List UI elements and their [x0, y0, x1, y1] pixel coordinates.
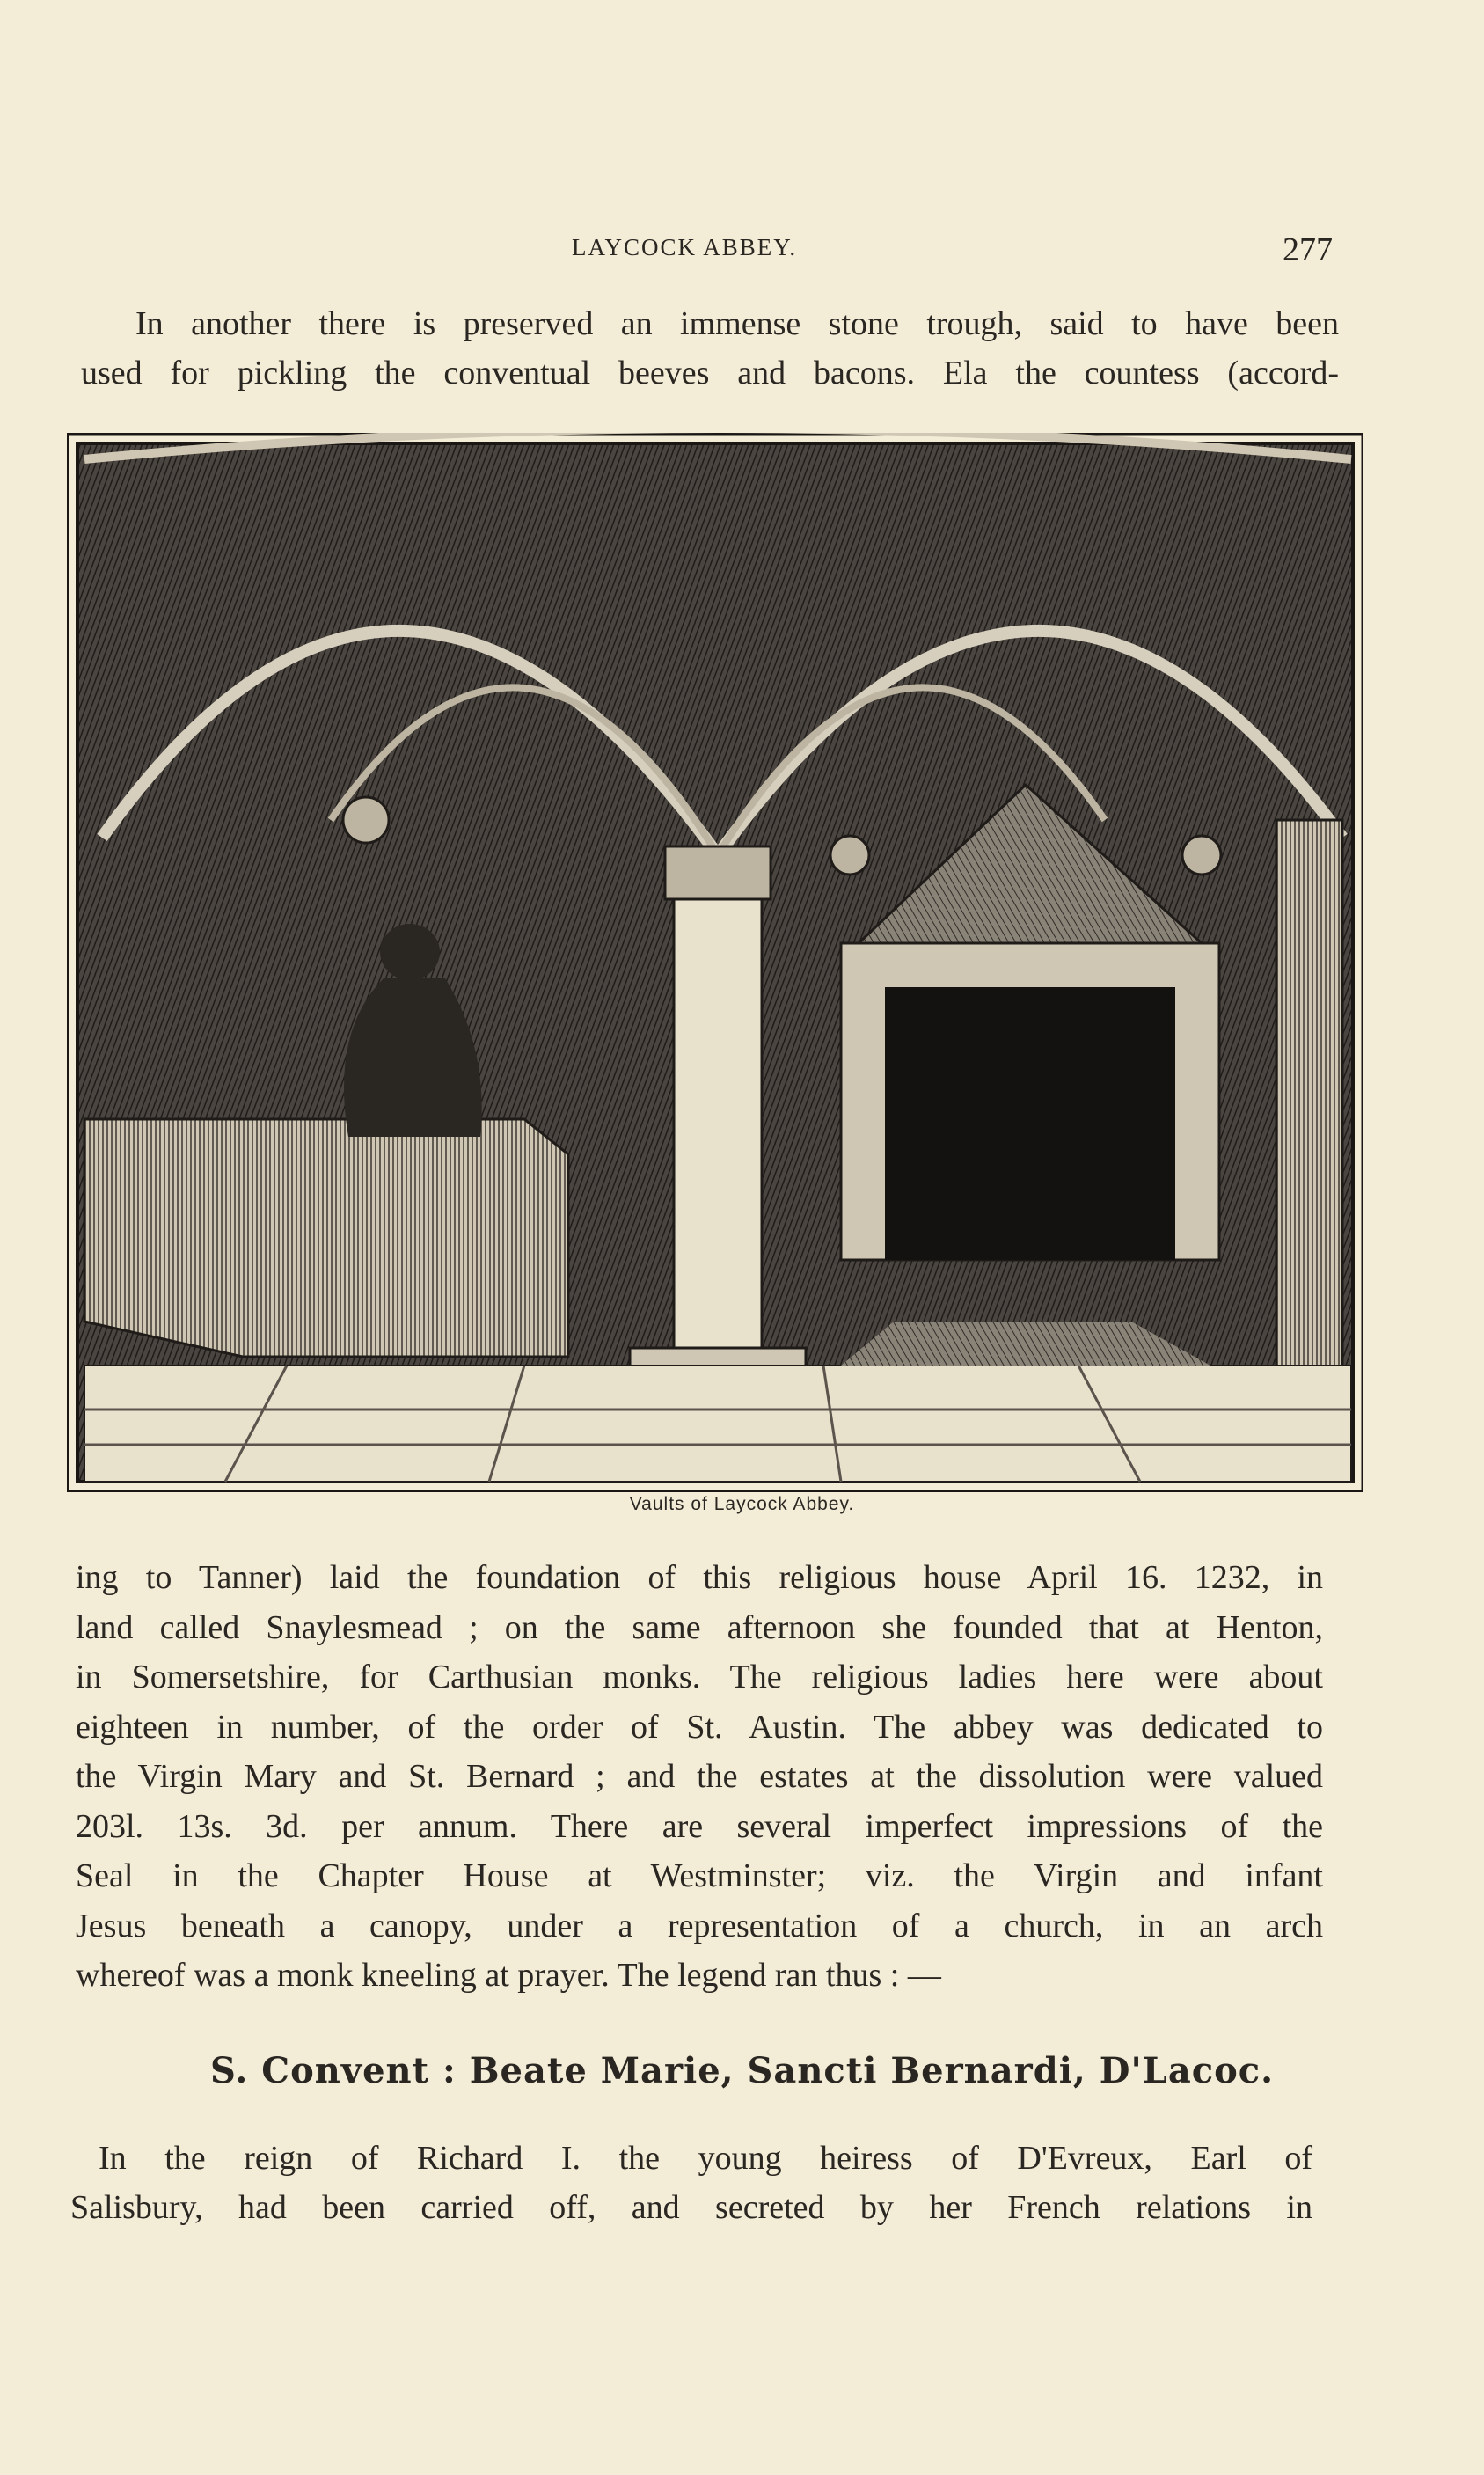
paragraph-main: [76, 1553, 1323, 2001]
text-line: eighteen in number, of the order of St. Austin. The abbey was dedicated to: [76, 1708, 1323, 1746]
text-line: ing to Tanner) laid the foundation of this religious house April 16. 1232, in: [76, 1559, 1323, 1596]
page-number: 277: [1283, 231, 1333, 268]
running-title: LAYCOCK ABBEY.: [572, 234, 798, 260]
text-line: In another there is preserved an immense stone trough, said to have been: [135, 305, 1339, 342]
text-line: used for pickling the conventual beeves and bacons. Ela the countess (accord-: [81, 355, 1339, 392]
text-line: in Somersetshire, for Carthusian monks. The religious ladies here were about: [76, 1659, 1323, 1695]
vaults-engraving: [67, 433, 1363, 1492]
text-line: Seal in the Chapter House at Westminster; viz. the Virgin and infant: [76, 1857, 1323, 1894]
text-line: whereof was a monk kneeling at prayer. The legend ran thus : —: [76, 1957, 941, 1994]
running-head: [0, 231, 1484, 266]
text-line: Jesus beneath a canopy, under a representation of a church, in an arch: [76, 1907, 1323, 1944]
seal-legend: S. Convent : Beate Marie, Sancti Bernardi, D'Lacoc.: [209, 2050, 1275, 2091]
text-line: the Virgin Mary and St. Bernard ; and the estates at the dissolution were valued: [76, 1758, 1323, 1795]
paragraph-intro: [81, 299, 1339, 398]
text-line: land called Snaylesmead ; on the same afternoon she founded that at Henton,: [76, 1608, 1323, 1646]
paragraph-continued: [70, 2134, 1312, 2232]
text-line: In the reign of Richard I. the young heiress of D'Evreux, Earl of: [99, 2140, 1312, 2177]
text-line: 203l. 13s. 3d. per annum. There are several imperfect impressions of the: [76, 1807, 1323, 1845]
figure-caption: Vaults of Laycock Abbey.: [629, 1494, 855, 1514]
text-line: Salisbury, had been carried off, and secreted by her French relations in: [70, 2189, 1312, 2226]
